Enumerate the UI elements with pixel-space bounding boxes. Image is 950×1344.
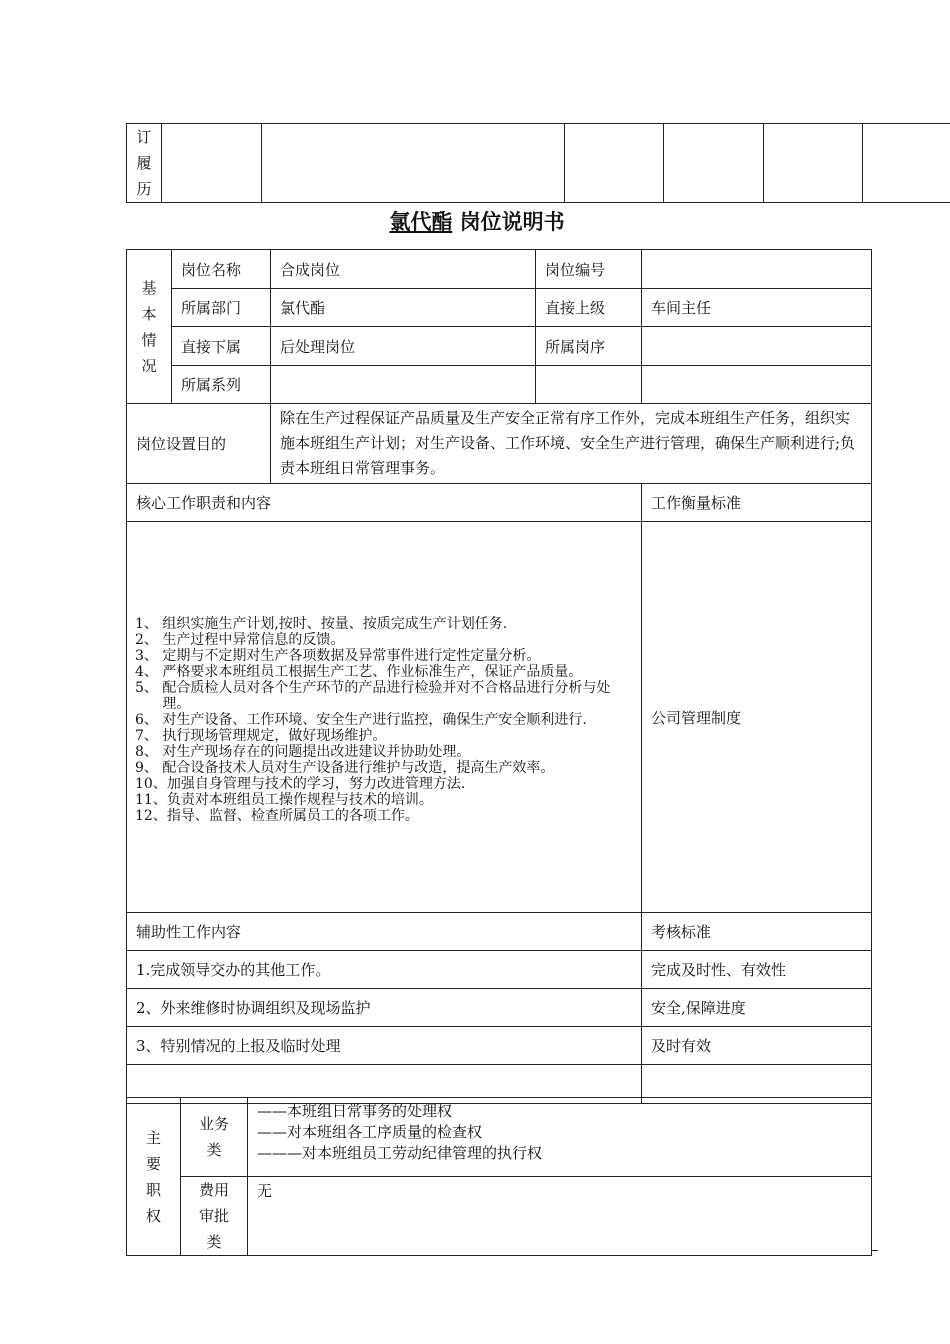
duty-item: 1、 组织实施生产计划,按时、按量、按质完成生产计划任务. [135, 616, 508, 632]
revision-cell [565, 124, 664, 203]
duty-item: 11、 负责对本班组员工操作规程与技术的培训。 [135, 792, 433, 808]
aux-standard-header: 考核标准 [642, 913, 872, 951]
revision-cell [262, 124, 565, 203]
duty-item: 9、 配合设备技术人员对生产设备进行维护与改造，提高生产效率。 [135, 760, 555, 776]
business-authority-list [248, 1098, 872, 1177]
business-authority-item: ———对本班组员工劳动纪律管理的执行权 [257, 1144, 543, 1162]
aux-content: 3、特别情况的上报及临时处理 [127, 1027, 642, 1065]
duty-item: 2、 生产过程中异常信息的反馈。 [135, 632, 345, 648]
basic-label: 岗位名称 [172, 250, 271, 289]
duty-item: 10、 加强自身管理与技术的学习，努力改进管理方法. [135, 776, 466, 792]
duty-item: 7、 执行现场管理规定，做好现场维护。 [135, 728, 387, 744]
title-prefix: 氯代酯 [389, 210, 453, 234]
core-duties-header: 核心工作职责和内容 [127, 484, 642, 522]
basic-value: 合成岗位 [271, 250, 536, 289]
aux-content: 1.完成领导交办的其他工作。 [127, 951, 642, 989]
purpose-text: 除在生产过程保证产品质量及生产安全正常有序工作外，完成本班组生产任务，组织实施本班组生产计划；对生产设备、工作环境、安全生产进行管理，确保生产顺利进行;负责本班组日常管理事务。 [271, 404, 872, 484]
revision-history-label: 订履历 [127, 124, 162, 203]
duty-item: 6、 对生产设备、工作环境、安全生产进行监控，确保生产安全顺利进行. [135, 712, 587, 728]
revision-cell [162, 124, 262, 203]
basic-value: 后处理岗位 [271, 327, 536, 366]
core-duties-list [127, 522, 642, 913]
duty-item: 5、 配合质检人员对各个生产环节的产品进行检验并对不合格品进行分析与处理。 [135, 680, 611, 712]
revision-cell [863, 124, 950, 203]
basic-value [642, 250, 872, 289]
revision-cell [764, 124, 863, 203]
basic-label: 直接上级 [536, 289, 642, 327]
title-suffix: 岗位说明书 [459, 210, 565, 234]
duty-item: 3、 定期与不定期对生产各项数据及异常事件进行定性定量分析。 [135, 648, 541, 664]
revision-history-table [126, 123, 950, 203]
expense-value: 无 [248, 1177, 872, 1256]
aux-header: 辅助性工作内容 [127, 913, 642, 951]
authority-section-label: 主要职权 [127, 1098, 181, 1256]
basic-value: 车间主任 [642, 289, 872, 327]
basic-label: 所属岗序 [536, 327, 642, 366]
core-standard: 公司管理制度 [642, 522, 872, 913]
basic-value [642, 366, 872, 404]
basic-label: 直接下属 [172, 327, 271, 366]
basic-value [271, 366, 536, 404]
basic-info-section-label: 基本情况 [127, 250, 172, 404]
basic-label: 岗位编号 [536, 250, 642, 289]
aux-standard: 及时有效 [642, 1027, 872, 1065]
duty-item: 12、 指导、监督、检查所属员工的各项工作。 [135, 808, 419, 824]
basic-label: 所属系列 [172, 366, 271, 404]
revision-cell [664, 124, 764, 203]
basic-value: 氯代酯 [271, 289, 536, 327]
basic-label [536, 366, 642, 404]
business-authority-item: ——本班组日常事务的处理权 [257, 1102, 453, 1120]
business-label: 业务类 [181, 1098, 248, 1177]
table-edge-mark [871, 1250, 878, 1251]
job-description-table [126, 249, 872, 1104]
aux-standard: 安全,保障进度 [642, 989, 872, 1027]
basic-label: 所属部门 [172, 289, 271, 327]
aux-standard: 完成及时性、有效性 [642, 951, 872, 989]
business-authority-item: ——对本班组各工序质量的检查权 [257, 1123, 483, 1141]
basic-value [642, 327, 872, 366]
authority-table [126, 1097, 872, 1256]
page-title [0, 206, 950, 236]
purpose-label: 岗位设置目的 [127, 404, 271, 484]
core-standard-header: 工作衡量标准 [642, 484, 872, 522]
aux-content: 2、外来维修时协调组织及现场监护 [127, 989, 642, 1027]
expense-label: 费用审批类 [181, 1177, 248, 1256]
duty-item: 8、 对生产现场存在的问题提出改进建议并协助处理。 [135, 744, 471, 760]
duty-item: 4、 严格要求本班组员工根据生产工艺、作业标准生产，保证产品质量。 [135, 664, 583, 680]
